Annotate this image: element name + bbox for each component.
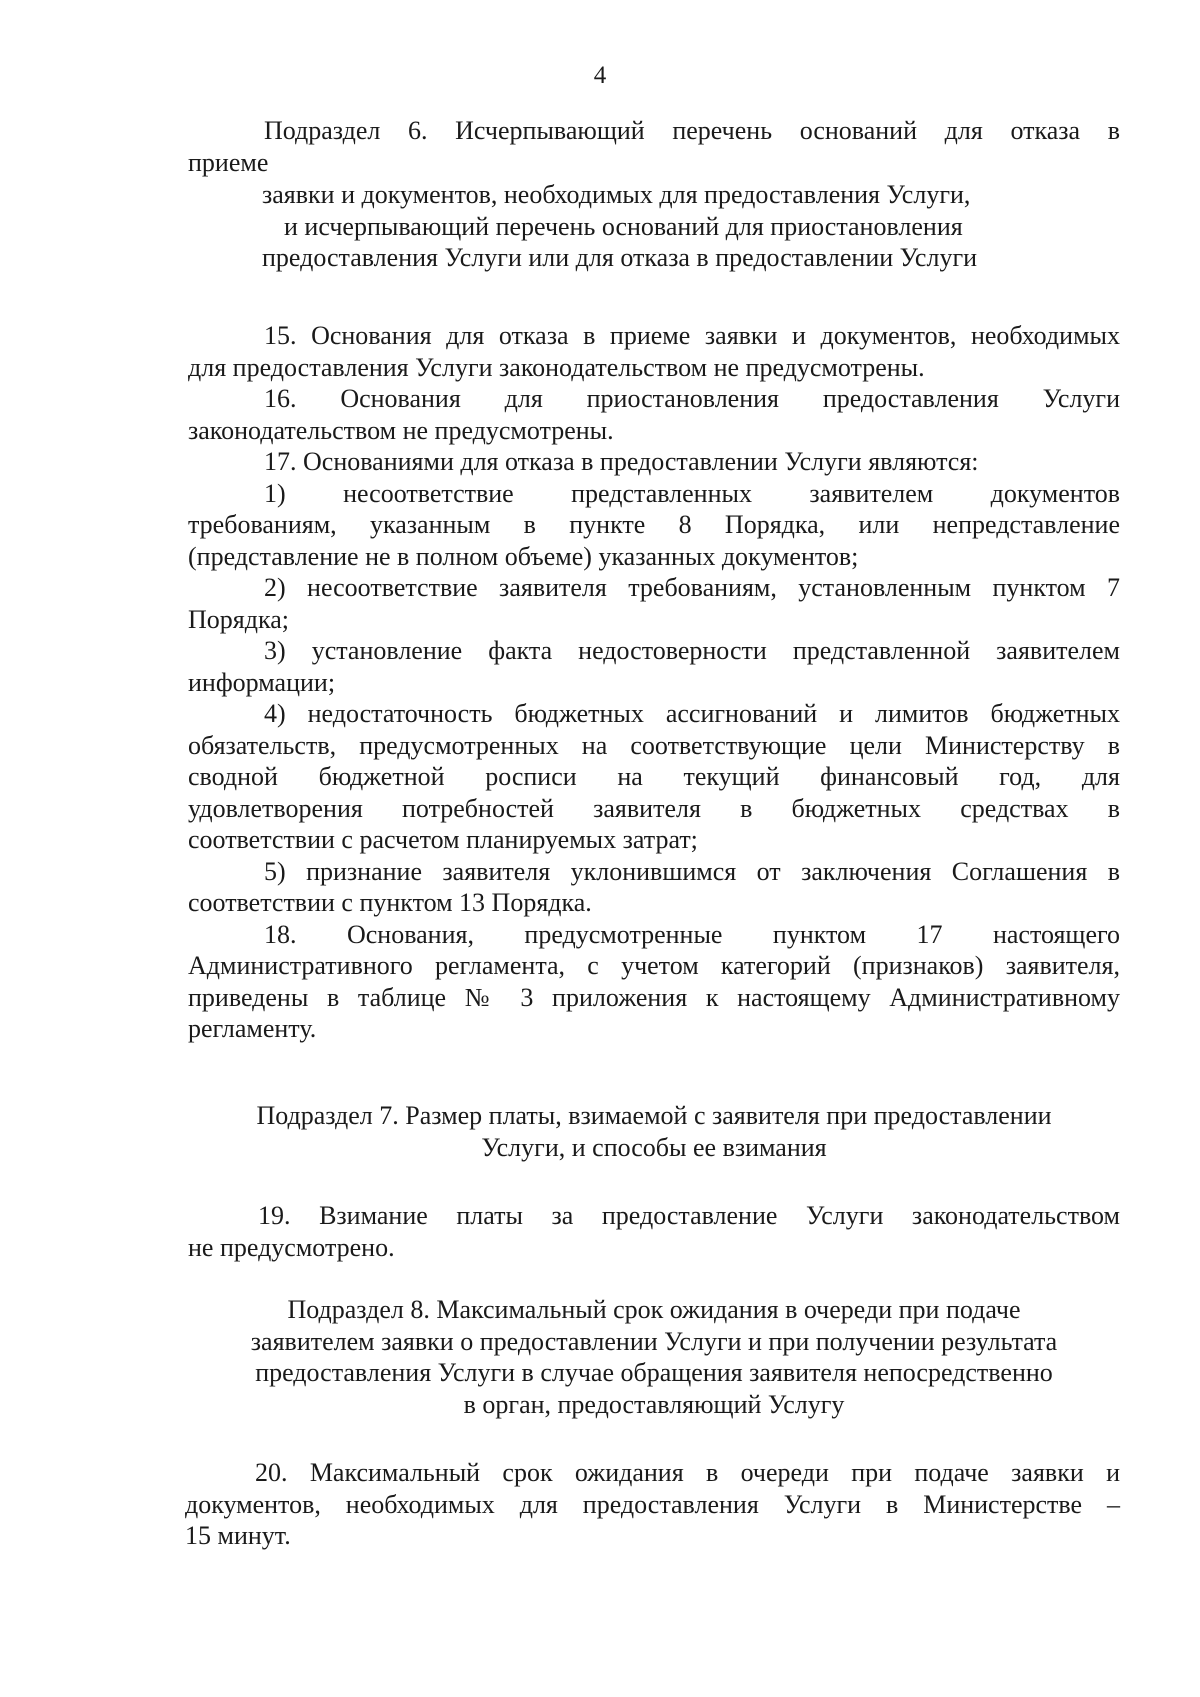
text-line: 20. Максимальный срок ожидания в очереди при подаче заявки и — [255, 1458, 1120, 1487]
heading-line: предоставления Услуги в случае обращения заявителя непосредственно — [255, 1358, 1053, 1387]
text-line: соответствии с расчетом планируемых затрат; — [188, 825, 698, 854]
subsection-8-body — [185, 1457, 1120, 1552]
heading-line: заявителем заявки о предоставлении Услуги и при получении результата — [250, 1326, 1058, 1356]
heading-line: и исчерпывающий перечень оснований для приостановления — [284, 211, 963, 241]
text-line: 19. Взимание платы за предоставление Услуги законодательством — [258, 1201, 1120, 1230]
text-line: сводной бюджетной росписи на текущий финансовый год, для — [188, 762, 1120, 791]
text-line: 3) установление факта недостоверности представленной заявителем — [264, 636, 1120, 665]
heading-line: в орган, предоставляющий Услугу — [463, 1389, 845, 1419]
text-line: для предоставления Услуги законодательством не предусмотрены. — [188, 352, 925, 382]
text-line: обязательств, предусмотренных на соответствующие цели Министерству в — [188, 730, 1120, 760]
text-line: Административного регламента, с учетом категорий (признаков) заявителя, — [188, 951, 1120, 980]
text-line: удовлетворения потребностей заявителя в бюджетных средствах в — [188, 793, 1120, 823]
subsection-7-heading — [188, 1100, 1120, 1163]
text-line: документов, необходимых для предоставления Услуги в Министерстве – — [185, 1489, 1120, 1519]
text-line: требованиям, указанным в пункте 8 Порядка, или непредставление — [188, 510, 1120, 539]
text-line: Порядка; — [188, 604, 289, 634]
heading-line: Подраздел 7. Размер платы, взимаемой с заявителя при предоставлении — [256, 1101, 1052, 1130]
text-line: 16. Основания для приостановления предоставления Услуги — [264, 384, 1120, 413]
heading-line: заявки и документов, необходимых для предоставления Услуги, — [262, 180, 971, 209]
heading-line: Подраздел 6. Исчерпывающий перечень оснований для отказа в — [264, 116, 1120, 145]
heading-line: приеме — [188, 147, 269, 177]
text-line: соответствии с пунктом 13 Порядка. — [188, 888, 592, 917]
page-number: 4 — [593, 62, 607, 89]
subsection-6-heading — [188, 115, 1120, 178]
heading-line: предоставления Услуги или для отказа в предоставлении Услуги — [262, 243, 978, 272]
text-line: (представление не в полном объеме) указанных документов; — [188, 541, 859, 571]
text-line: не предусмотрено. — [188, 1232, 395, 1262]
heading-line: Подраздел 8. Максимальный срок ожидания в очереди при подаче — [287, 1295, 1021, 1324]
text-line: законодательством не предусмотрены. — [188, 415, 614, 445]
text-line: регламенту. — [188, 1014, 317, 1043]
text-line: 18. Основания, предусмотренные пунктом 17 настоящего — [264, 919, 1120, 949]
text-line: приведены в таблице № 3 приложения к настоящему Административному — [188, 982, 1120, 1012]
text-line: 5) признание заявителя уклонившимся от заключения Соглашения в — [264, 856, 1120, 886]
text-line: информации; — [188, 667, 336, 697]
subsection-6-body — [188, 320, 1120, 1045]
heading-line: Услуги, и способы ее взимания — [481, 1132, 827, 1162]
text-line: 15 минут. — [185, 1521, 291, 1550]
text-line: 15. Основания для отказа в приеме заявки и документов, необходимых — [264, 321, 1120, 350]
text-line: 2) несоответствие заявителя требованиям, установленным пунктом 7 — [264, 573, 1120, 602]
text-line: 1) несоответствие представленных заявителем документов — [264, 478, 1120, 508]
subsection-8-heading — [188, 1294, 1120, 1420]
subsection-7-body — [188, 1200, 1120, 1263]
subsection-6-heading-cont — [262, 179, 1062, 274]
text-line: 17. Основаниями для отказа в предоставлении Услуги являются: — [264, 447, 979, 476]
text-line: 4) недостаточность бюджетных ассигнований и лимитов бюджетных — [264, 699, 1120, 728]
